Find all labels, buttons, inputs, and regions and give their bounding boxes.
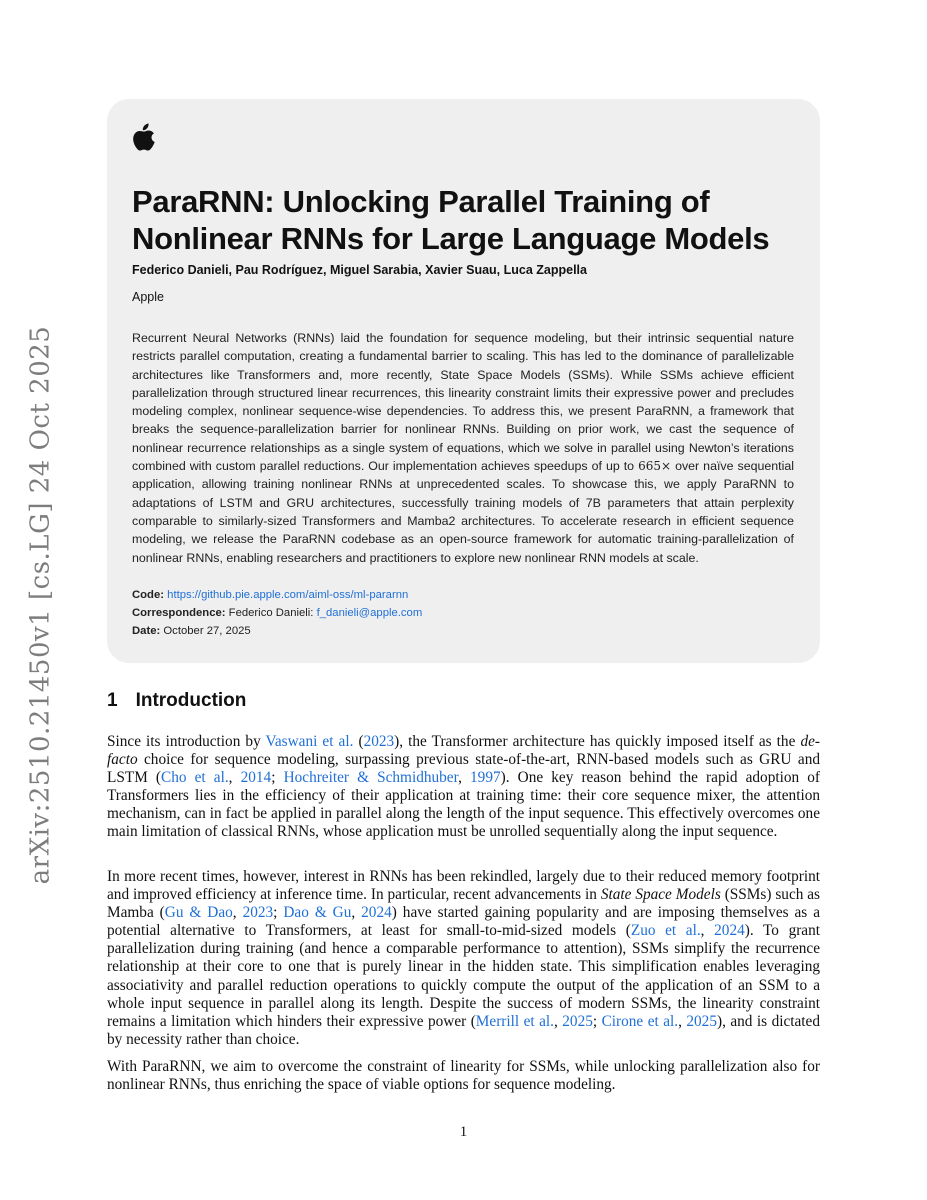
text-span: ), and is dictated by necessity rather than choice. — [107, 1012, 820, 1048]
author-list: Federico Danieli, Pau Rodríguez, Miguel Sarabia, Xavier Suau, Luca Zappella — [132, 263, 587, 277]
citation-year-link[interactable]: 2014 — [240, 769, 272, 787]
citation-link[interactable]: Merrill et al. — [475, 1012, 554, 1030]
speedup-math: 665× — [638, 459, 672, 474]
text-span: ) have started gaining popularity and are imposing themselves as a potential alternative to Transformers, at least for small-to-mid-sized models ( — [107, 904, 821, 940]
citation-year-link[interactable]: 1997 — [470, 769, 501, 787]
correspondence-name: Federico Danieli: — [228, 607, 314, 619]
citation-year-link[interactable]: 2025 — [562, 1012, 593, 1030]
citation-link[interactable]: Cirone et al. — [601, 1012, 679, 1030]
date-row — [132, 622, 422, 640]
citation-year-link[interactable]: 2024 — [714, 922, 745, 940]
date-label: Date: — [132, 625, 161, 637]
citation-link[interactable]: Cho et al. — [161, 769, 229, 787]
paper-title: ParaRNN: Unlocking Parallel Training of Nonlinear RNNs for Large Language Models — [132, 184, 770, 256]
text-span: ). To grant parallelization during training (and hence a comparable performance to attention), SSMs simplify the recurrence relationship at their core to one that is purely linear in the hidden state. This simplification enables leveraging associativity and parallel reduction operations to quickly compute the output of the application of an SSM to a whole input sequence in parallel along its length. Despite the success of modern SSMs, the linearity constraint remains a limitation which hinders their expressive power ( — [107, 922, 820, 1030]
intro-paragraph-3: With ParaRNN, we aim to overcome the constraint of linearity for SSMs, while unlocking parallelization also for nonlinear RNNs, thus enriching the space of viable options for sequence modeling. — [107, 1058, 820, 1094]
section-number: 1 — [107, 690, 118, 711]
citation-year-link[interactable]: 2023 — [363, 733, 395, 750]
citation-link[interactable]: Zuo et al. — [630, 922, 701, 940]
citation-link[interactable]: Dao & Gu — [283, 904, 352, 922]
citation-year-link[interactable]: 2023 — [242, 904, 274, 922]
citation-link[interactable]: Hochreiter & Schmidhuber — [283, 769, 459, 787]
text-span: choice for sequence modeling, surpassing previous state-of-the-art, RNN-based models such as GRU and LSTM ( — [107, 751, 820, 787]
citation-link[interactable]: Gu & Dao — [164, 904, 233, 922]
section-title-text: Introduction — [135, 690, 247, 711]
text-span: ). One key reason behind the rapid adoption of Transformers lies in the efficiency of their application at training time: their core sequence mixer, the attention mechanism, can in fact be applied in parallel along the length of the input sequence. This effectively overcomes one main limitation of classical RNNs, whose application must be unrolled sequentially along the input sequence. — [107, 769, 821, 841]
intro-paragraph-1: Since its introduction by Vaswani et al. (2023), the Transformer architecture has quickly imposed itself as the de-facto choice for sequence modeling, surpassing previous state-of-the-art, RNN-based models such as GRU and LSTM (Cho et al., 2014; Hochreiter & Schmidhuber, 1997). One key reason behind the rapid adoption of Transformers lies in the efficiency of their application at training time: their core sequence mixer, the attention mechanism, can in fact be applied in parallel along the length of the input sequence. This effectively overcomes one main limitation of classical RNNs, whose application must be unrolled sequentially along the input sequence. — [107, 733, 821, 841]
section-heading — [107, 690, 246, 712]
page-number: 1 — [459, 1124, 468, 1140]
text-span: In more recent times, however, interest in RNNs has been rekindled, largely due to their reduced memory footprint and improved efficiency at inference time. In particular, recent advancements in — [107, 868, 820, 904]
apple-logo-icon — [132, 123, 156, 151]
text-span: (SSMs) such as Mamba ( — [107, 886, 821, 922]
correspondence-email-link[interactable]: f_danieli@apple.com — [316, 607, 423, 619]
abstract — [132, 329, 794, 567]
citation-year-link[interactable]: 2025 — [686, 1012, 717, 1030]
code-row — [132, 586, 422, 604]
paper-metadata — [132, 586, 422, 640]
citation-year-link[interactable]: 2024 — [361, 904, 392, 922]
arxiv-identifier-text: arXiv:2510.21450v1 [cs.LG] 24 Oct 2025 — [25, 325, 56, 885]
correspondence-label: Correspondence: — [132, 607, 226, 619]
correspondence-row — [132, 604, 422, 622]
emphasis-text: de-facto — [107, 733, 820, 769]
abstract-text-1: Recurrent Neural Networks (RNNs) laid the foundation for sequence modeling, but their intrinsic sequential nature restricts parallel computation, creating a fundamental barrier to scaling. This has led to the dominance of parallelizable architectures like Transformers and, more recently, State Space Models (SSMs). While SSMs achieve efficient parallelization through structured linear recurrences, this linearity constraint limits their expressive power and precludes modeling complex, nonlinear sequence-wise dependencies. To address this, we present ParaRNN, a framework that breaks the sequence-parallelization barrier for nonlinear RNNs. Building on prior work, we cast the sequence of nonlinear recurrence relationships as a single system of equations, which we solve in parallel using Newton’s iterations combined with custom parallel reductions. Our implementation achieves speedups of up to — [132, 331, 794, 474]
date-value: October 27, 2025 — [163, 625, 251, 637]
affiliation: Apple — [132, 290, 164, 304]
text-span: Since its introduction by — [107, 733, 261, 750]
intro-paragraph-2: In more recent times, however, interest in RNNs has been rekindled, largely due to their reduced memory footprint and improved efficiency at inference time. In particular, recent advancements in State Space Models (SSMs) such as Mamba (Gu & Dao, 2023; Dao & Gu, 2024) have started gaining popularity and are imposing themselves as a potential alternative to Transformers, at least for small-to-mid-sized models (Zuo et al., 2024). To grant parallelization during training (and hence a comparable performance to attention), SSMs simplify the recurrence relationship at their core to one that is purely linear in the hidden state. This simplification enables leveraging associativity and parallel reduction operations to quickly compute the output of the application of an SSM to a whole input sequence in parallel along its length. Despite the success of modern SSMs, the linearity constraint remains a limitation which hinders their expressive power (Merrill et al., 2025; Cirone et al., 2025), and is dictated by necessity rather than choice. — [107, 868, 821, 1048]
emphasis-text: State Space Models — [600, 886, 721, 904]
text-span: ), the Transformer architecture has quickly imposed itself as the — [394, 733, 796, 750]
code-label: Code: — [132, 589, 165, 601]
arxiv-identifier-stamp — [17, 325, 63, 885]
code-link[interactable]: https://github.pie.apple.com/aiml-oss/ml-pararnn — [167, 589, 409, 601]
citation-link[interactable]: Vaswani et al. — [265, 733, 354, 750]
abstract-text-2: over naïve sequential application, allowing training nonlinear RNNs at unprecedented scales. To showcase this, we apply ParaRNN to adaptations of LSTM and GRU architectures, successfully training models of 7B parameters that attain perplexity comparable to similarly-sized Transformers and Mamba2 architectures. To accelerate research in efficient sequence modeling, we release the ParaRNN codebase as an open-source framework for automatic training-parallelization of nonlinear RNNs, enabling researchers and practitioners to explore new nonlinear RNN models at scale. — [132, 459, 794, 565]
